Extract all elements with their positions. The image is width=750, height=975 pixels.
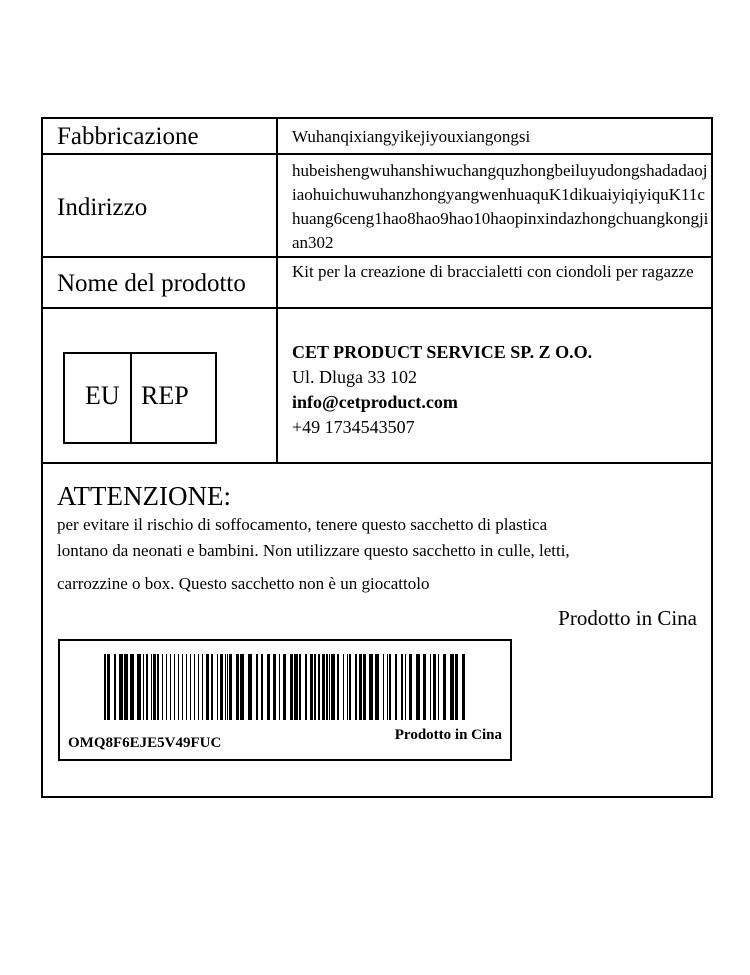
barcode-bar [162,654,163,720]
barcode-bar [202,654,203,720]
barcode-bar [229,654,232,720]
barcode-bar [363,654,366,720]
eu-rep-email: info@cetproduct.com [292,392,458,412]
barcode-bar [248,654,252,720]
manufacturer-label: Fabbricazione [57,123,199,150]
barcode-bar [409,654,412,720]
address-label: Indirizzo [57,194,148,221]
barcode-bar [347,654,348,720]
warning-title: ATTENZIONE: [57,481,231,511]
barcode-bar [395,654,397,720]
product-name-label: Nome del prodotto [57,270,246,297]
barcode-bar [294,654,298,720]
barcode-bar [401,654,403,720]
product-name-value: Kit per la creazione di braccialetti con ciondoli per ragazze [292,262,694,281]
row-divider [43,462,711,464]
barcode-bar [151,654,152,720]
barcode-bar [462,654,465,720]
eu-rep-left-text: EU [85,381,120,410]
barcode-bar [322,654,325,720]
barcode-bar [450,654,454,720]
barcode-bar [343,654,344,720]
barcode-bar [194,654,195,720]
barcode-bar [182,654,183,720]
barcode-bar [211,654,213,720]
warning-line-1: per evitare il rischio di soffocamento, tenere questo sacchetto di plastica [57,515,548,534]
eu-rep-right-text: REP [141,381,189,410]
manufacturer-value: Wuhanqixiangyikejiyouxiangongsi [292,127,531,146]
barcode-bar [314,654,316,720]
barcode-bar [153,654,156,720]
barcode-bar [326,654,328,720]
barcode-bar [359,654,362,720]
barcode-bar [455,654,458,720]
barcode-bar [124,654,128,720]
barcode-bar [170,654,171,720]
barcode-bar [273,654,276,720]
barcode-bar [236,654,239,720]
barcode-bar [137,654,141,720]
barcode-bar [443,654,446,720]
barcode-bar [143,654,144,720]
barcode-code: OMQ8F6EJE5V49FUC [68,735,222,751]
barcode-bar [423,654,426,720]
column-divider [276,119,278,464]
address-value: hubeishengwuhanshiwuchangquzhongbeiluyudongshadadaojiaohuichuwuhanzhongyangwenhuaquK1dikuaiyiqiyiquK11chuang6ceng1hao8hao9hao10haopinxindazhongchuangkongjian302 [292,161,709,252]
barcode-bar [318,654,320,720]
barcode-bar [305,654,307,720]
barcode-bar [107,654,110,720]
barcode-bar [416,654,420,720]
barcode-bar [146,654,148,720]
row-divider [43,256,711,258]
barcode-bar [206,654,209,720]
eu-rep-divider [130,354,132,442]
barcode-bar [166,654,167,720]
barcode-bar [430,654,431,720]
barcode-bar [433,654,436,720]
barcode-bar [225,654,226,720]
barcode-bar [256,654,258,720]
barcode-bar [130,654,134,720]
barcode-bar [290,654,293,720]
barcode-bar [405,654,406,720]
barcode-bar [331,654,335,720]
barcode-bar [369,654,373,720]
barcode-bar [217,654,218,720]
barcode-bar [261,654,263,720]
barcode-bar [186,654,187,720]
barcode-bar [220,654,223,720]
eu-rep-address: Ul. Dluga 33 102 [292,367,417,387]
barcode-bar [310,654,313,720]
barcode-bar [240,654,244,720]
barcode-bar [227,654,228,720]
barcode-bar [355,654,357,720]
barcode-bar [383,654,384,720]
eu-rep-details [292,340,592,440]
barcode-bar [104,654,106,720]
barcode-bar [299,654,301,720]
barcode-box [58,639,512,761]
barcode-bar [198,654,199,720]
eu-rep-symbol [63,352,217,444]
barcode-bar [329,654,330,720]
barcode-bar [157,654,159,720]
barcode-origin: Prodotto in Cina [394,727,502,743]
barcode-bar [283,654,286,720]
barcode-bar [349,654,351,720]
barcode-bar [267,654,270,720]
barcode-bar [279,654,280,720]
barcode-bar [190,654,191,720]
eu-rep-phone: +49 1734543507 [292,417,415,437]
row-divider [43,307,711,309]
barcode-bar [387,654,388,720]
product-label [41,117,713,798]
barcode-bar [119,654,123,720]
barcode-bar [337,654,339,720]
barcode-icon [104,654,466,720]
barcode-bar [174,654,175,720]
origin-text: Prodotto in Cina [558,606,697,630]
warning-line-3: carrozzine o box. Questo sacchetto non è un giocattolo [57,574,430,593]
warning-line-2: lontano da neonati e bambini. Non utilizzare questo sacchetto in culle, letti, [57,541,570,560]
eu-rep-company: CET PRODUCT SERVICE SP. Z O.O. [292,342,593,362]
barcode-bar [178,654,179,720]
barcode-bar [114,654,116,720]
barcode-bar [438,654,439,720]
barcode-bar [375,654,379,720]
row-divider [43,153,711,155]
barcode-bar [389,654,391,720]
